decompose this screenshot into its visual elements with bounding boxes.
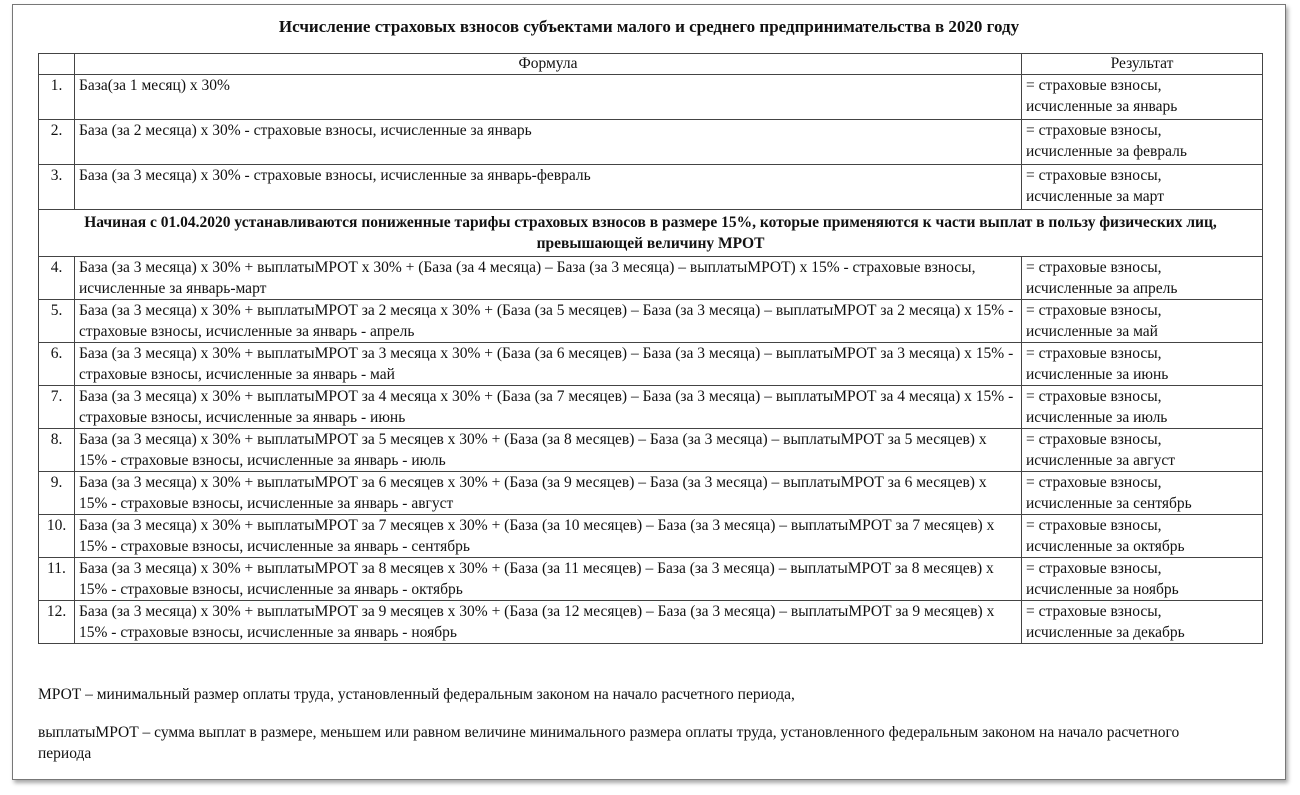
row-result [1022,120,1263,165]
row-result-line1: = страховые взносы, [1026,345,1162,362]
row-formula: База (за 3 месяца) х 30% + выплатыМРОТ за 9 месяцев х 30% + (База (за 12 месяцев) – База (за 3 месяца) – выплатыМРОТ за 9 месяцев) х 15% - страховые взносы, исчисленные за январь - ноябрь [75,601,1022,644]
row-result [1022,165,1263,210]
row-number: 2. [39,120,75,165]
row-number: 7. [39,386,75,429]
row-number: 4. [39,257,75,300]
row-result-line1: = страховые взносы, [1026,560,1162,577]
row-result-line2: исчисленные за февраль [1026,143,1187,160]
table-row [39,120,1263,165]
row-result-line2: исчисленные за октябрь [1026,538,1185,555]
row-result-line1: = страховые взносы, [1026,431,1162,448]
row-result-line1: = страховые взносы, [1026,302,1162,319]
table-row [39,472,1263,515]
header-result: Результат [1022,54,1263,75]
row-formula: База (за 3 месяца) х 30% + выплатыМРОТ за 6 месяцев х 30% + (База (за 9 месяцев) – База (за 3 месяца) – выплатыМРОТ за 6 месяцев) х 15% - страховые взносы, исчисленные за январь - август [75,472,1022,515]
table-row [39,386,1263,429]
row-formula: База(за 1 месяц) х 30% [75,75,1022,120]
formula-table [38,53,1263,644]
header-formula: Формула [75,54,1022,75]
table-row [39,558,1263,601]
row-result [1022,75,1263,120]
row-result [1022,300,1263,343]
row-number: 11. [39,558,75,601]
row-number: 1. [39,75,75,120]
row-formula: База (за 3 месяца) х 30% + выплатыМРОТ х 30% + (База (за 4 месяца) – База (за 3 месяца) – выплатыМРОТ) х 15% - страховые взносы, исчисленные за январь-март [75,257,1022,300]
table-row [39,257,1263,300]
row-formula: База (за 2 месяца) х 30% - страховые взносы, исчисленные за январь [75,120,1022,165]
row-result [1022,558,1263,601]
row-result [1022,257,1263,300]
row-formula: База (за 3 месяца) х 30% + выплатыМРОТ за 7 месяцев х 30% + (База (за 10 месяцев) – База (за 3 месяца) – выплатыМРОТ за 7 месяцев) х 15% - страховые взносы, исчисленные за январь - сентябрь [75,515,1022,558]
table-row [39,515,1263,558]
row-result-line2: исчисленные за март [1026,188,1164,205]
row-number: 5. [39,300,75,343]
table-row [39,429,1263,472]
table-header-row [39,54,1263,75]
row-result [1022,472,1263,515]
row-result-line2: исчисленные за апрель [1026,280,1178,297]
row-formula: База (за 3 месяца) х 30% - страховые взносы, исчисленные за январь-февраль [75,165,1022,210]
row-result-line2: исчисленные за июнь [1026,366,1169,383]
row-result-line1: = страховые взносы, [1026,77,1162,94]
row-result-line2: исчисленные за декабрь [1026,624,1185,641]
row-result-line1: = страховые взносы, [1026,388,1162,405]
row-number: 9. [39,472,75,515]
note-row [39,210,1263,257]
row-formula: База (за 3 месяца) х 30% + выплатыМРОТ за 5 месяцев х 30% + (База (за 8 месяцев) – База (за 3 месяца) – выплатыМРОТ за 5 месяцев) х 15% - страховые взносы, исчисленные за январь - июль [75,429,1022,472]
row-result-line1: = страховые взносы, [1026,517,1162,534]
row-result-line1: = страховые взносы, [1026,167,1162,184]
row-result-line1: = страховые взносы, [1026,259,1162,276]
document-title: Исчисление страховых взносов субъектами малого и среднего предпринимательства в 2020 году [278,17,1020,36]
row-formula: База (за 3 месяца) х 30% + выплатыМРОТ за 3 месяца х 30% + (База (за 6 месяцев) – База (за 3 месяца) – выплатыМРОТ за 3 месяца) х 15% - страховые взносы, исчисленные за январь - май [75,343,1022,386]
row-result-line2: исчисленные за январь [1026,98,1178,115]
row-result [1022,386,1263,429]
document-sheet [12,4,1286,780]
row-result [1022,429,1263,472]
row-result-line1: = страховые взносы, [1026,603,1162,620]
row-result [1022,601,1263,644]
row-result-line1: = страховые взносы, [1026,474,1162,491]
row-number: 10. [39,515,75,558]
reduced-tariff-note: Начиная с 01.04.2020 устанавливаются пониженные тарифы страховых взносов в размере 15%, которые применяются к части выплат в пользу физических лиц, превышающей величину МРОТ [39,210,1263,257]
table-row [39,300,1263,343]
table-row [39,601,1263,644]
row-number: 3. [39,165,75,210]
row-result-line2: исчисленные за май [1026,323,1158,340]
row-result-line2: исчисленные за июль [1026,409,1168,426]
row-result-line2: исчисленные за август [1026,452,1176,469]
row-result-line2: исчисленные за ноябрь [1026,581,1179,598]
row-formula: База (за 3 месяца) х 30% + выплатыМРОТ за 4 месяца х 30% + (База (за 7 месяцев) – База (за 3 месяца) – выплатыМРОТ за 4 месяца) х 15% - страховые взносы, исчисленные за январь - июнь [75,386,1022,429]
row-number: 6. [39,343,75,386]
table-row [39,165,1263,210]
row-number: 12. [39,601,75,644]
header-num [39,54,75,75]
row-result-line1: = страховые взносы, [1026,122,1162,139]
row-result [1022,343,1263,386]
row-formula: База (за 3 месяца) х 30% + выплатыМРОТ за 2 месяца х 30% + (База (за 5 месяцев) – База (за 3 месяца) – выплатыМРОТ за 2 месяца) х 15% - страховые взносы, исчисленные за январь - апрель [75,300,1022,343]
row-formula: База (за 3 месяца) х 30% + выплатыМРОТ за 8 месяцев х 30% + (База (за 11 месяцев) – База (за 3 месяца) – выплатыМРОТ за 8 месяцев) х 15% - страховые взносы, исчисленные за январь - октябрь [75,558,1022,601]
footnote-payments-mrot: выплатыМРОТ – сумма выплат в размере, меньшем или равном величине минимального размера оплаты труда, установленного федеральным законом на начало расчетного периода [38,724,1180,762]
row-result-line2: исчисленные за сентябрь [1026,495,1192,512]
footnote-mrot: МРОТ – минимальный размер оплаты труда, установленный федеральным законом на начало расчетного периода, [38,686,795,703]
table-row [39,75,1263,120]
table-row [39,343,1263,386]
row-result [1022,515,1263,558]
row-number: 8. [39,429,75,472]
